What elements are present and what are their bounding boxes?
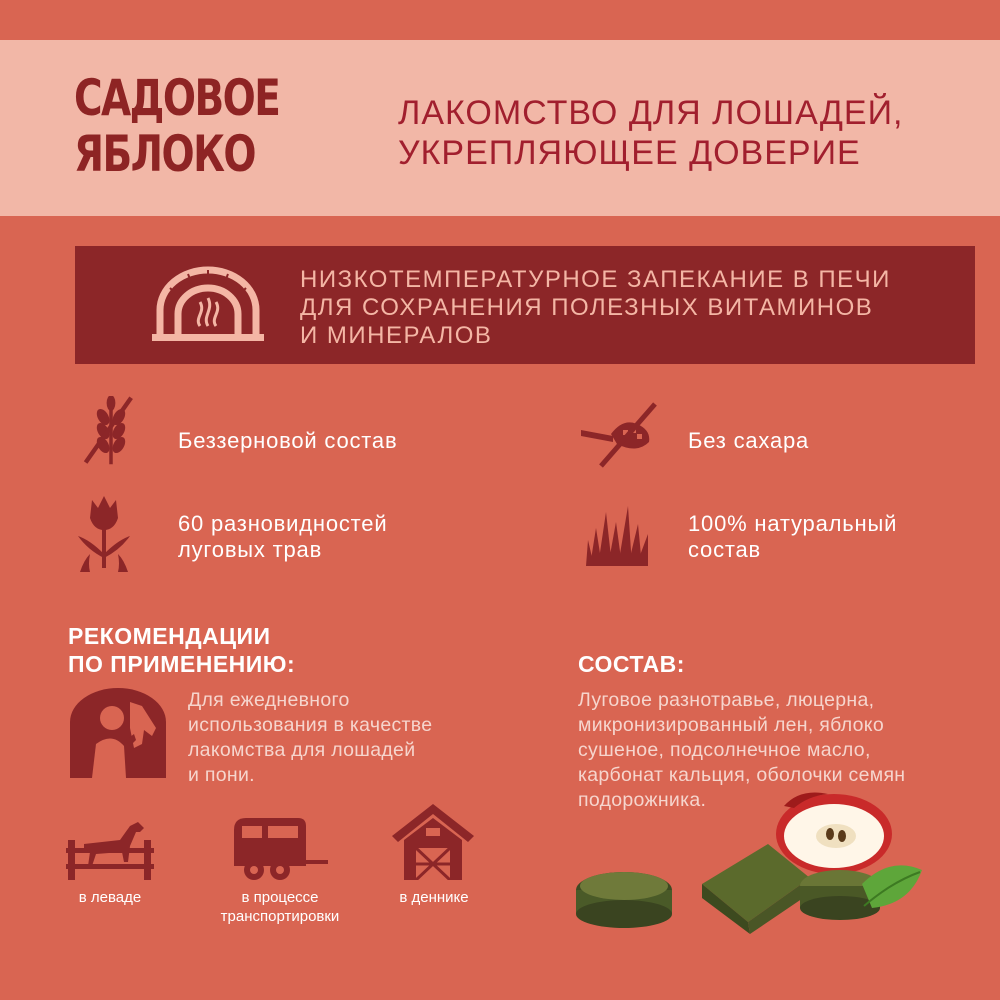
recommendations-text-line3: лакомства для лошадей (188, 739, 416, 761)
place-transport-line2: транспортировки (220, 908, 340, 925)
brand-title-line2: ЯБЛОКО (74, 125, 255, 183)
place-transport-line1: в процессе (241, 889, 319, 906)
composition-line3: сушеное, подсолнечное масло, (578, 739, 871, 761)
place-paddock (40, 888, 180, 907)
composition-line1: Луговое разнотравье, люцерна, (578, 689, 875, 711)
feature-herbs-line2: луговых трав (178, 537, 323, 562)
recommendations-title-line1: РЕКОМЕНДАЦИИ (68, 623, 271, 649)
composition-line5: подорожника. (578, 789, 707, 811)
feature-natural (688, 511, 897, 563)
pellet-image (576, 872, 672, 928)
recommendations-text-line2: использования в качестве (188, 714, 433, 736)
tagline-line2: УКРЕПЛЯЮЩЕЕ ДОВЕРИЕ (398, 134, 861, 172)
brand-title (74, 69, 280, 183)
oven-icon (148, 264, 268, 344)
place-stall (364, 888, 504, 907)
leaf-image (862, 865, 922, 908)
oven-text (300, 266, 940, 350)
place-transport (190, 888, 370, 926)
feature-natural-line1: 100% натуральный (688, 511, 898, 536)
recommendations-text (188, 688, 432, 788)
tagline-line1: ЛАКОМСТВО ДЛЯ ЛОШАДЕЙ, (398, 94, 904, 132)
grass-icon (586, 504, 650, 566)
horse-trailer-icon (232, 816, 328, 882)
wheat-crossed-icon (76, 396, 146, 466)
tulip-icon (74, 494, 134, 574)
oven-text-line3: И МИНЕРАЛОВ (300, 322, 493, 349)
recommendations-title-line2: ПО ПРИМЕНЕНИЮ: (68, 651, 296, 677)
feature-grain-free-text: Беззерновой состав (178, 428, 398, 453)
composition-title (578, 650, 685, 678)
oven-text-line2: ДЛЯ СОХРАНЕНИЯ ПОЛЕЗНЫХ ВИТАМИНОВ (300, 294, 874, 321)
feature-grain-free (178, 428, 397, 454)
feature-sugar-free (688, 428, 809, 454)
barn-icon (392, 804, 474, 880)
composition-line2: микронизированный лен, яблоко (578, 714, 884, 736)
tagline (398, 93, 958, 173)
product-photo (572, 786, 932, 936)
recommendations-title (68, 622, 295, 678)
place-stall-line1: в деннике (399, 889, 469, 906)
girl-horse-icon (70, 688, 166, 778)
composition-title-text: СОСТАВ: (578, 651, 685, 677)
brand-title-line1: САДОВОЕ (74, 69, 280, 127)
sugar-spoon-crossed-icon (577, 400, 661, 470)
place-paddock-line1: в леваде (78, 889, 142, 906)
feature-sugar-free-text: Без сахара (688, 428, 810, 453)
feature-herbs-line1: 60 разновидностей (178, 511, 388, 536)
recommendations-text-line1: Для ежедневного (188, 689, 350, 711)
apple-image (776, 793, 892, 875)
composition-line4: карбонат кальция, оболочки семян (578, 764, 906, 786)
recommendations-text-line4: и пони. (188, 764, 255, 786)
feature-herbs (178, 511, 387, 563)
horse-fence-icon (66, 818, 154, 880)
feature-natural-line2: состав (688, 537, 762, 562)
oven-text-line1: НИЗКОТЕМПЕРАТУРНОЕ ЗАПЕКАНИЕ В ПЕЧИ (300, 266, 891, 293)
